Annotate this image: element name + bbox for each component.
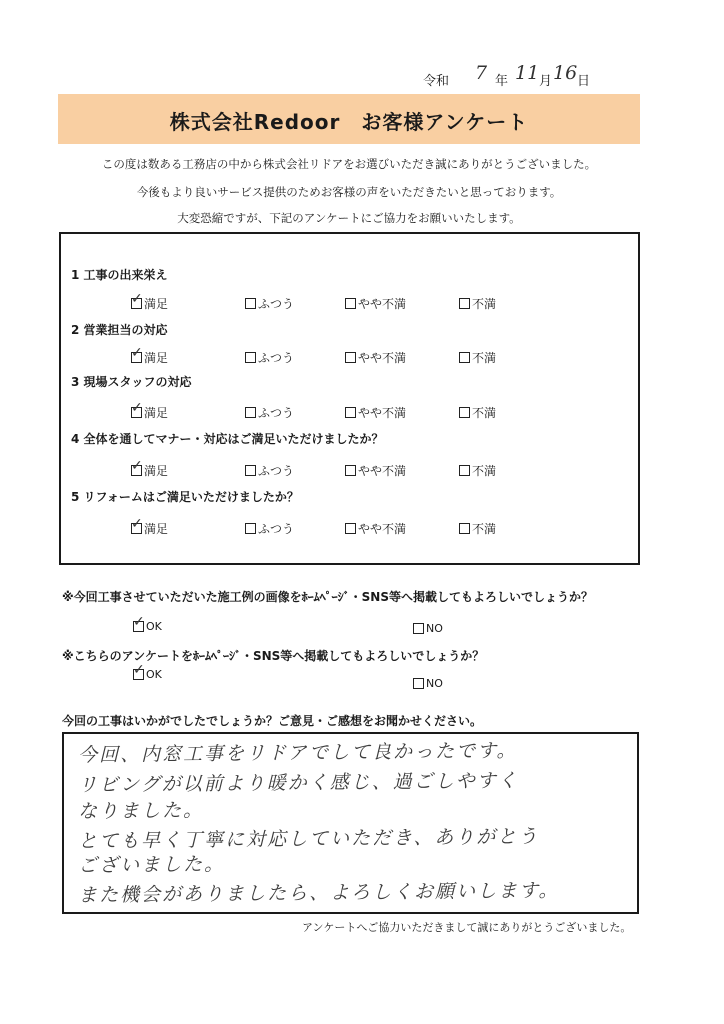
checkbox-icon	[345, 352, 356, 363]
consent-question-photos: ※今回工事させていただいた施工例の画像をﾎｰﾑﾍﾟｰｼﾞ・SNS等へ掲載してもよろしいでしょうか？	[62, 590, 593, 604]
option-dissatisfied[interactable]: 不満	[459, 295, 496, 312]
question-label: 5 リフォームはご満足いただけましたか？	[71, 490, 299, 504]
option-average[interactable]: ふつう	[245, 349, 294, 366]
date-month: 11	[515, 62, 540, 84]
checkbox-icon	[413, 678, 424, 689]
date-day: 16	[553, 62, 578, 84]
option-satisfied[interactable]: ✓ 満足	[131, 291, 169, 311]
comment-box[interactable]	[62, 732, 639, 914]
checkbox-icon	[345, 465, 356, 476]
checkbox-icon	[459, 298, 470, 309]
page-title: 株式会社Redoor お客様アンケート	[169, 110, 529, 134]
survey-date	[423, 62, 593, 89]
option-satisfied[interactable]: ✓ 満足	[131, 516, 169, 536]
day-unit: 日	[577, 74, 591, 89]
checkbox-icon: ✓	[133, 662, 145, 678]
question-label: 1 工事の出来栄え	[71, 268, 168, 282]
option-average[interactable]: ふつう	[245, 520, 294, 537]
option-somewhat-dissatisfied[interactable]: やや不満	[345, 462, 406, 479]
checkbox-icon	[345, 523, 356, 534]
checkbox-icon	[413, 623, 424, 634]
consent-survey-ok[interactable]: ✓ OK	[133, 662, 162, 681]
option-average[interactable]: ふつう	[245, 295, 294, 312]
checkbox-icon	[131, 458, 143, 476]
era-label: 令和	[423, 74, 450, 89]
checkbox-icon: ✓	[133, 614, 145, 630]
footer-thanks: アンケートへご協力いただきまして誠にありがとうございました。	[302, 921, 632, 934]
checkbox-icon	[245, 465, 256, 476]
checkbox-icon	[459, 465, 470, 476]
option-dissatisfied[interactable]: 不満	[459, 404, 496, 421]
checkbox-icon	[345, 298, 356, 309]
consent-survey-no[interactable]: NO	[413, 677, 443, 690]
comment-line: とても早く丁寧に対応していただき、ありがとう	[77, 825, 540, 853]
consent-question-survey: ※こちらのアンケートをﾎｰﾑﾍﾟｰｼﾞ・SNS等へ掲載してもよろしいでしょうか？	[62, 649, 485, 663]
check-mark-icon: ✓	[131, 458, 143, 474]
checkbox-icon	[131, 516, 143, 534]
option-satisfied[interactable]: ✓ 満足	[131, 345, 169, 365]
question-label: 4 全体を通してマナー・対応はご満足いただけましたか？	[71, 432, 384, 446]
checkbox-icon	[131, 400, 143, 418]
option-dissatisfied[interactable]: 不満	[459, 349, 496, 366]
comment-line: ございました。	[77, 853, 226, 877]
year-unit: 年	[495, 74, 509, 89]
checkbox-icon	[459, 352, 470, 363]
comment-line: リビングが以前より暖かく感じ、過ごしやすく	[77, 769, 519, 797]
intro-line-1: この度は数ある工務店の中から株式会社リドアをお選びいただき誠にありがとうございました。	[101, 157, 597, 171]
checkbox-icon	[131, 345, 143, 363]
intro-line-2: 今後もより良いサービス提供のためお客様の声をいただきたいと思っております。	[136, 185, 562, 199]
option-average[interactable]: ふつう	[245, 404, 294, 421]
title-band	[58, 94, 640, 144]
checkbox-icon	[245, 523, 256, 534]
option-somewhat-dissatisfied[interactable]: やや不満	[345, 295, 406, 312]
checkbox-icon	[459, 523, 470, 534]
option-satisfied[interactable]: ✓ 満足	[131, 458, 169, 478]
checkbox-icon	[245, 298, 256, 309]
checkbox-icon	[131, 291, 143, 309]
check-mark-icon: ✓	[131, 516, 143, 532]
option-dissatisfied[interactable]: 不満	[459, 520, 496, 537]
check-mark-icon: ✓	[131, 345, 143, 361]
month-unit: 月	[539, 74, 553, 89]
checkbox-icon	[345, 407, 356, 418]
consent-photos-no[interactable]: NO	[413, 622, 443, 635]
comment-prompt: 今回の工事はいかがでしたでしょうか？ご意見・ご感想をお聞かせください。	[62, 714, 483, 728]
option-somewhat-dissatisfied[interactable]: やや不満	[345, 404, 406, 421]
comment-line: また機会がありましたら、よろしくお願いします。	[77, 879, 560, 907]
option-somewhat-dissatisfied[interactable]: やや不満	[345, 349, 406, 366]
question-label: 3 現場スタッフの対応	[71, 375, 192, 389]
checkbox-icon	[245, 352, 256, 363]
option-dissatisfied[interactable]: 不満	[459, 462, 496, 479]
date-year: 7	[475, 62, 488, 84]
intro-line-3: 大変恐縮ですが、下記のアンケートにご協力をお願いいたします。	[177, 211, 521, 225]
consent-photos-ok[interactable]: ✓ OK	[133, 614, 162, 633]
check-mark-icon: ✓	[131, 291, 143, 307]
check-mark-icon: ✓	[131, 400, 143, 416]
question-label: 2 営業担当の対応	[71, 323, 168, 337]
checkbox-icon	[459, 407, 470, 418]
rating-questions	[59, 232, 640, 565]
comment-line: なりました。	[77, 799, 205, 823]
option-average[interactable]: ふつう	[245, 462, 294, 479]
option-somewhat-dissatisfied[interactable]: やや不満	[345, 520, 406, 537]
comment-line: 今回、内窓工事をリドアでして良かったです。	[77, 739, 518, 767]
option-satisfied[interactable]: ✓ 満足	[131, 400, 169, 420]
checkbox-icon	[245, 407, 256, 418]
